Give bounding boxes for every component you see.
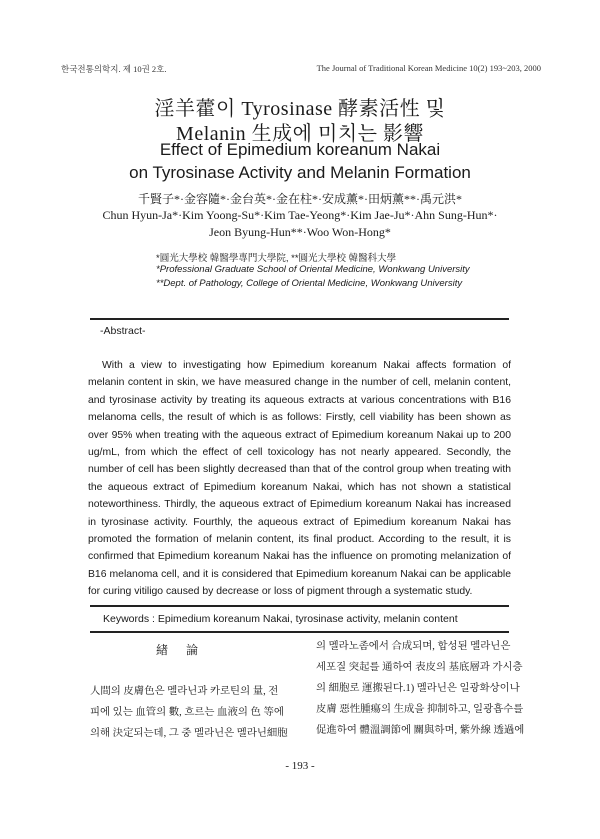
keywords: Keywords : Epimedium koreanum Nakai, tyrosinase activity, melanin content [103, 613, 458, 625]
keywords-bottom-rule [90, 631, 509, 633]
intro-left-column [90, 681, 288, 744]
page-number: - 193 - [285, 760, 315, 772]
intro-right-line: 皮膚 惡性腫瘍의 生成을 抑制하고, 일광흡수를 [316, 704, 524, 715]
intro-right-line: 세포질 突起를 通하여 表皮의 基底層과 가시층 [316, 662, 523, 673]
introduction-heading: 緖 論 [156, 643, 199, 657]
intro-right-column [316, 636, 524, 741]
english-title-line-2: on Tyrosinase Activity and Melanin Formation [129, 163, 471, 182]
intro-left-line: 피에 있는 血管의 數, 흐르는 血液의 色 等에 [90, 707, 284, 718]
abstract-heading: -Abstract- [100, 325, 146, 337]
intro-right-line: 促進하여 體溫調節에 關與하며, 紫外線 透過에 [316, 725, 525, 736]
authors-korean: 千賢子*·金容隨*·金台英*·金在柱*·安成薰*·田炳薰**·禹元洪* [138, 192, 462, 206]
intro-right-line: 의 細胞로 運搬된다.1) 멜라닌은 일광화상이나 [316, 683, 520, 694]
intro-right-line: 의 멜라노좀에서 合成되며, 합성된 멜라닌은 [316, 641, 511, 652]
intro-left-line: 人間의 皮膚色은 멜라닌과 카로틴의 量, 전 [90, 686, 279, 697]
affiliation-korean: *圓光大學校 韓醫學專門大學院, **圓光大學校 韓醫科大學 [156, 253, 397, 264]
running-header-right: The Journal of Traditional Korean Medicine 10(2) 193~203, 2000 [316, 63, 541, 73]
running-header-left: 한국전통의학지. 제 10권 2호. [61, 64, 167, 74]
affiliation-english-1: *Professional Graduate School of Oriental Medicine, Wonkwang University [156, 264, 470, 275]
korean-title-line-1: 淫羊藿이 Tyrosinase 酵素活性 및 [154, 98, 446, 120]
authors-english-line-1: Chun Hyun-Ja*·Kim Yoong-Su*·Kim Tae-Yeong*·Kim Jae-Ju*·Ahn Sung-Hun*· [102, 208, 498, 222]
korean-title-line-2: Melanin 生成에 미치는 影響 [176, 123, 424, 145]
abstract-paragraph: With a view to investigating how Epimedium koreanum Nakai affects formation of melanin content in skin, we have measured change in the number of cell, melanin content, and tyrosinase activity by treating its aqueous extracts at various concentrations with B16 melanoma cells, the result of which is as follows: Firstly, cell viability has been shown as over 95% when treating with the aqueous extract of Epimedium koreanum Nakai up to 200 ug/mL, from which the effect of cell toxicology has not nearly appeared. Secondly, the number of cell has been slightly decreased than that of the control group when treating with the aqueous extract of Epimedium koreanum Nakai, which has not shown a statistical noteworthiness. Thirdly, the aqueous extract of Epimedium koreanum Nakai has increased in tyrosinase activity. Fourthly, the aqueous extract of Epimedium koreanum Nakai has promoted the formation of melanin content, its final product. According to the result, it is confirmed that Epimedium koreanum Nakai has the influence on promoting melanization of B16 melanoma cell, and it is considered that Epimedium koreanum Nakai can be applicable for curing vitiligo caused by decrease or loss of pigment through a systematic study. [88, 360, 511, 598]
affiliation-english-2: **Dept. of Pathology, College of Oriental Medicine, Wonkwang University [156, 278, 463, 289]
authors-english-line-2: Jeon Byung-Hun**·Woo Won-Hong* [209, 225, 391, 239]
abstract-top-rule [90, 318, 509, 320]
abstract-bottom-rule [90, 605, 509, 607]
abstract-body [88, 357, 511, 601]
intro-left-line: 의해 決定되는데, 그 중 멜라닌은 멜라닌細胞 [90, 728, 288, 739]
english-title-line-1: Effect of Epimedium koreanum Nakai [159, 140, 441, 159]
